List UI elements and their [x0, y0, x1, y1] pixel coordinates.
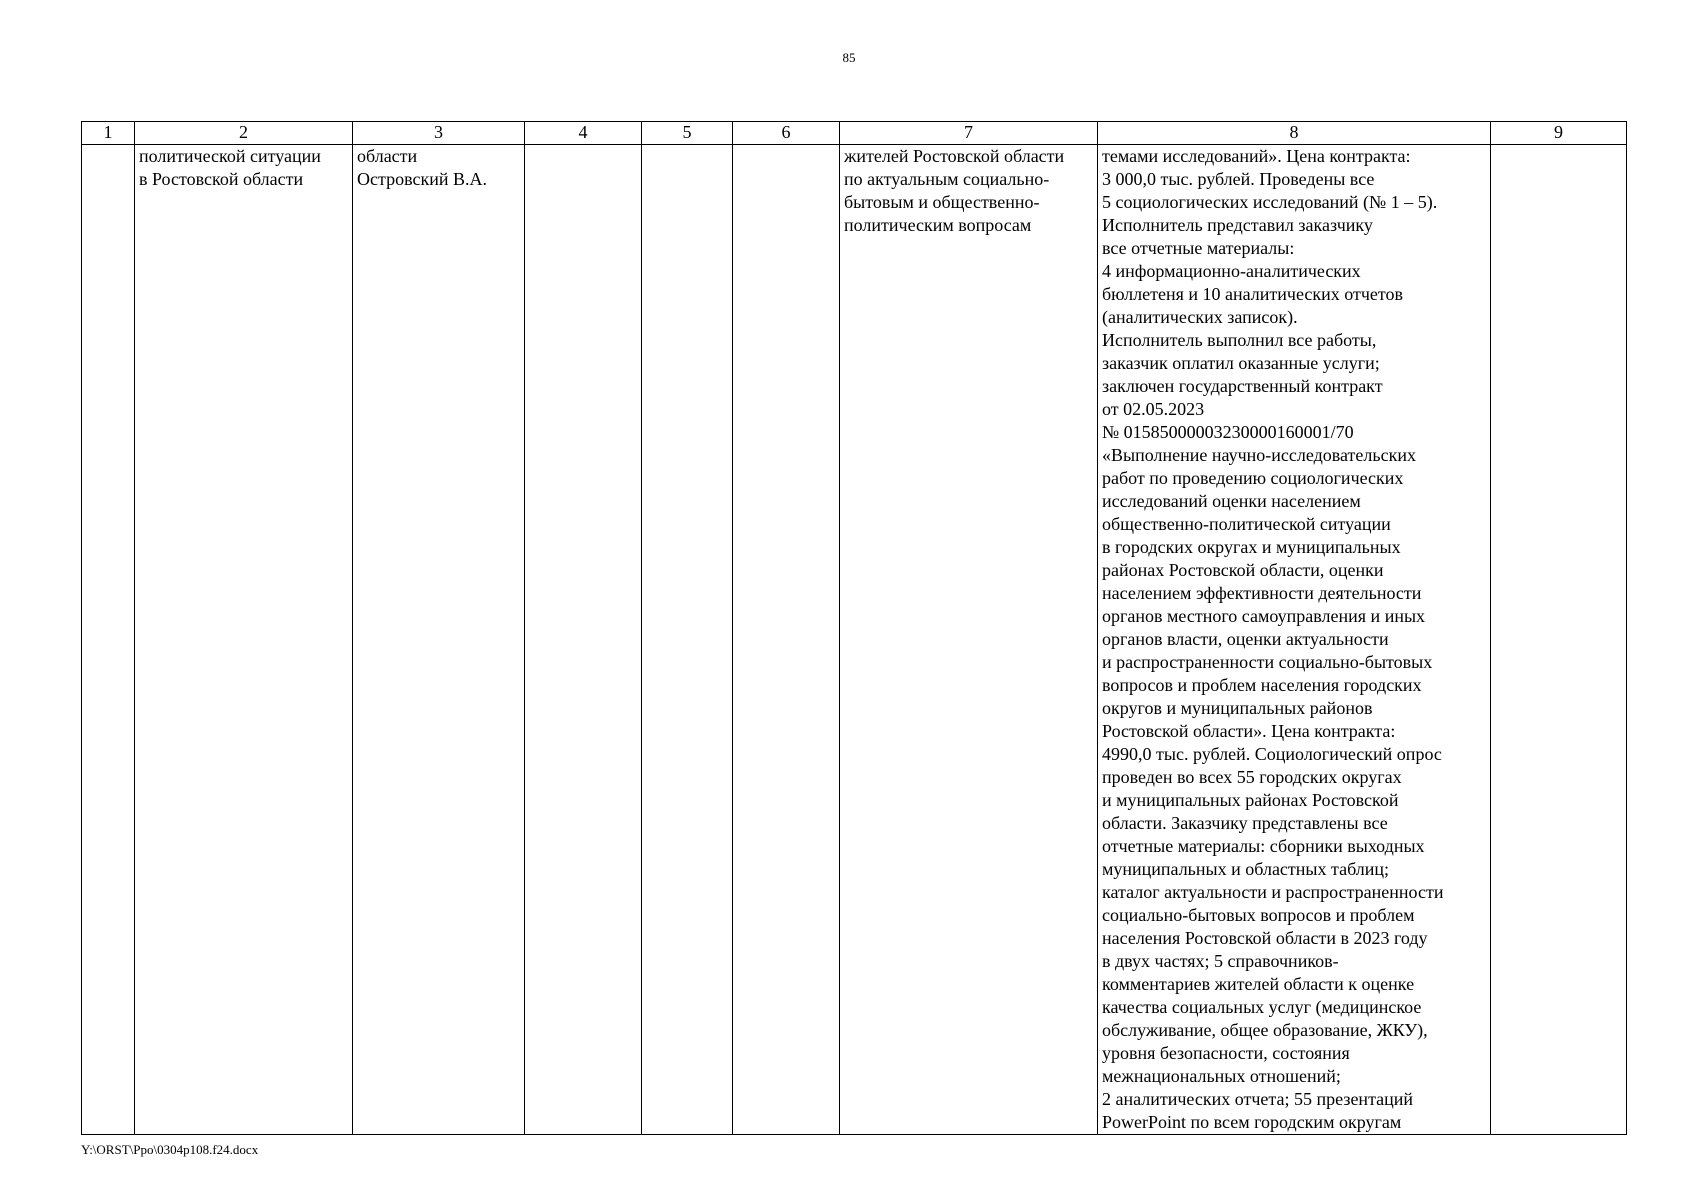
column-header-5: 5: [642, 122, 733, 145]
document-table: [81, 121, 1627, 1135]
footer-file-path: Y:\ORST\Ppo\0304p108.f24.docx: [81, 1142, 259, 1157]
column-header-8: 8: [1098, 122, 1491, 145]
column-header-1: 1: [82, 122, 135, 145]
cell-text: области Островский В.А.: [357, 146, 487, 189]
column-header-3: 3: [353, 122, 525, 145]
cell-col-1: [82, 145, 135, 1135]
column-header-4: 4: [525, 122, 642, 145]
column-header-2: 2: [135, 122, 353, 145]
column-header-6: 6: [733, 122, 840, 145]
cell-col-4: [525, 145, 642, 1135]
cell-col-3: [353, 145, 525, 1135]
cell-col-9: [1491, 145, 1627, 1135]
cell-col-6: [733, 145, 840, 1135]
cell-text: жителей Ростовской области по актуальным социально- бытовым и общественно- политическим вопросам: [844, 146, 1065, 235]
column-number-row: [82, 122, 1627, 145]
cell-text: политической ситуации в Ростовской области: [139, 146, 321, 189]
page-number: 85: [842, 50, 856, 65]
cell-col-7: [840, 145, 1098, 1135]
table-row: [82, 145, 1627, 1135]
column-header-9: 9: [1491, 122, 1627, 145]
column-header-7: 7: [840, 122, 1098, 145]
cell-col-5: [642, 145, 733, 1135]
cell-col-8: [1098, 145, 1491, 1135]
cell-col-2: [135, 145, 353, 1135]
cell-text: темами исследований». Цена контракта: 3 000,0 тыс. рублей. Проведены все 5 социологических исследований (№ 1 – 5). Исполнитель представил заказчику все отчетные материалы: 4 информационно-аналитических бюллетеня и 10 аналитических отчетов (аналитических записок). Исполнитель выполнил все работы, заказчик оплатил оказанные услуги; заключен государственный контракт от 02.05.2023 № 0158500000323000016000​1/70 «Выполнение научно-исследовательских работ по проведению социологических исследований оценки населением общественно-политической ситуации в городских округах и муниципальных районах Ростовской области, оценки населением эффективности деятельности органов местного самоуправления и иных органов власти, оценки актуальности и распространенности социально-бытовых вопросов и проблем населения городских округов и муниципальных районов Ростовской области». Цена контракта: 4990,0 тыс. рублей. Социологический опрос проведен во всех 55 городских округах и муниципальных районах Ростовской области. Заказчику представлены все отчетные материалы: сборники выходных муниципальных и областных таблиц; каталог актуальности и распространенности социально-бытовых вопросов и проблем населения Ростовской области в 2023 году в двух частях; 5 справочников- комментариев жителей области к оценке качества социальных услуг (медицинское обслуживание, общее образование, ЖКУ), уровня безопасности, состояния межнациональных отношений; 2 аналитических отчета; 55 презентаций PowerPoint по всем городским округам: [1102, 146, 1444, 1132]
